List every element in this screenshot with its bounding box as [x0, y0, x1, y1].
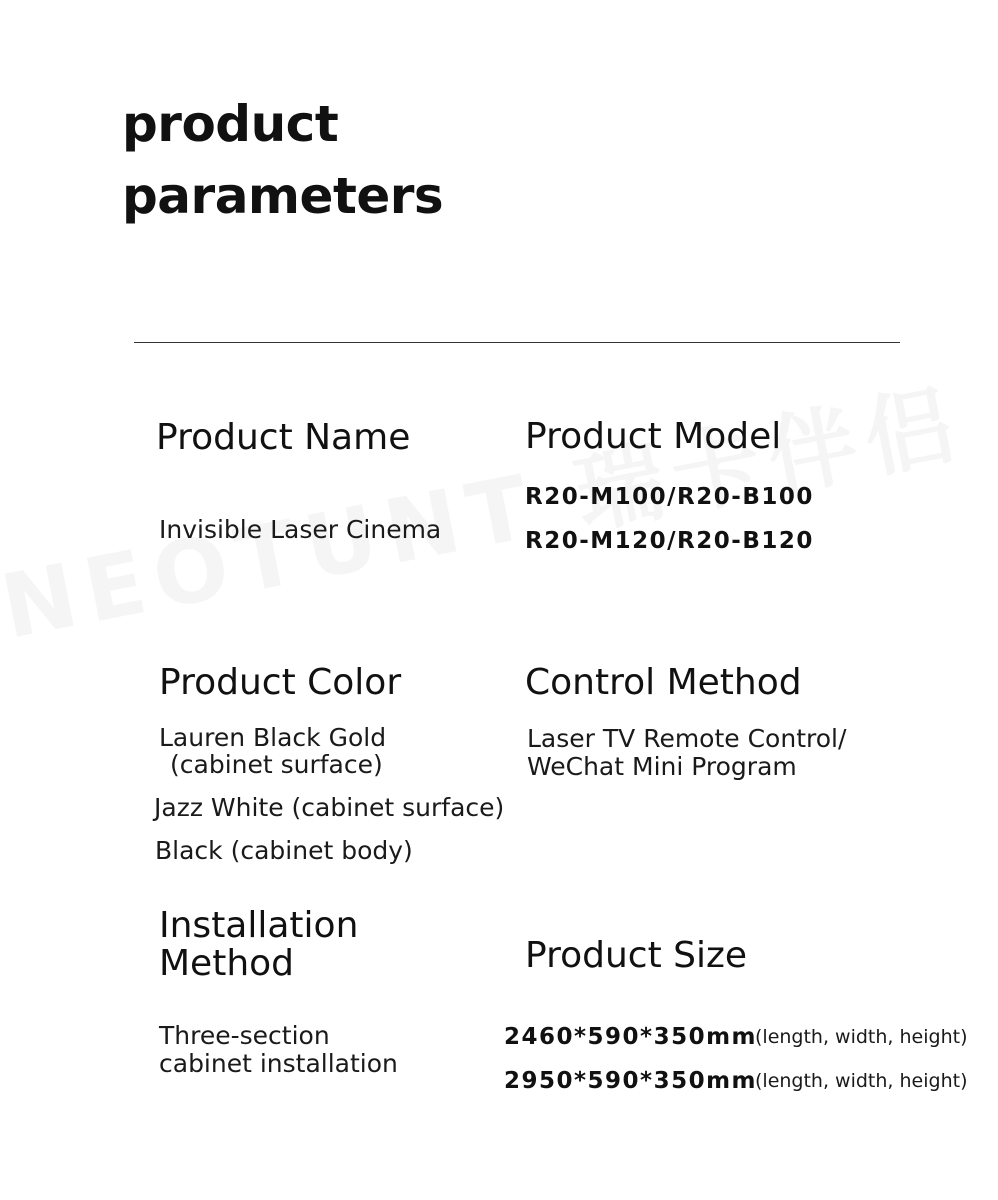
product-name-heading: Product Name	[156, 417, 411, 458]
product-size-note-1: (length, width, height)	[755, 1026, 968, 1048]
control-method-value-line-2: WeChat Mini Program	[527, 752, 797, 781]
title-divider	[134, 342, 900, 343]
product-color-value-2: Jazz White (cabinet surface)	[154, 793, 505, 822]
product-model-value-2: R20-M120/R20-B120	[525, 528, 814, 554]
product-color-value-1: Lauren Black Gold	[159, 723, 387, 752]
brand-watermark	[0, 354, 972, 664]
installation-method-heading-line-2: Method	[159, 943, 295, 984]
control-method-heading: Control Method	[525, 662, 802, 703]
installation-method-heading-line-1: Installation	[159, 905, 359, 946]
product-size-note-2: (length, width, height)	[755, 1070, 968, 1092]
product-color-value-1-note: (cabinet surface)	[170, 750, 383, 779]
product-size-heading: Product Size	[525, 935, 748, 976]
product-model-heading: Product Model	[525, 416, 782, 457]
product-size-dimensions-1: 2460*590*350mm	[504, 1024, 758, 1050]
product-color-heading: Product Color	[159, 662, 402, 703]
product-name-value: Invisible Laser Cinema	[159, 515, 442, 544]
installation-method-heading	[159, 907, 358, 983]
page-title-line-1: product	[122, 95, 339, 153]
page-title-line-2: parameters	[122, 167, 444, 225]
control-method-value	[527, 725, 846, 781]
page-title	[122, 88, 443, 232]
installation-method-value-line-1: Three-section	[159, 1021, 330, 1050]
control-method-value-line-1: Laser TV Remote Control/	[527, 724, 847, 753]
product-model-value-1: R20-M100/R20-B100	[525, 484, 814, 510]
installation-method-value-line-2: cabinet installation	[159, 1049, 398, 1078]
product-color-value-3: Black (cabinet body)	[155, 836, 413, 865]
product-size-dimensions-2: 2950*590*350mm	[504, 1068, 758, 1094]
installation-method-value	[159, 1022, 398, 1078]
